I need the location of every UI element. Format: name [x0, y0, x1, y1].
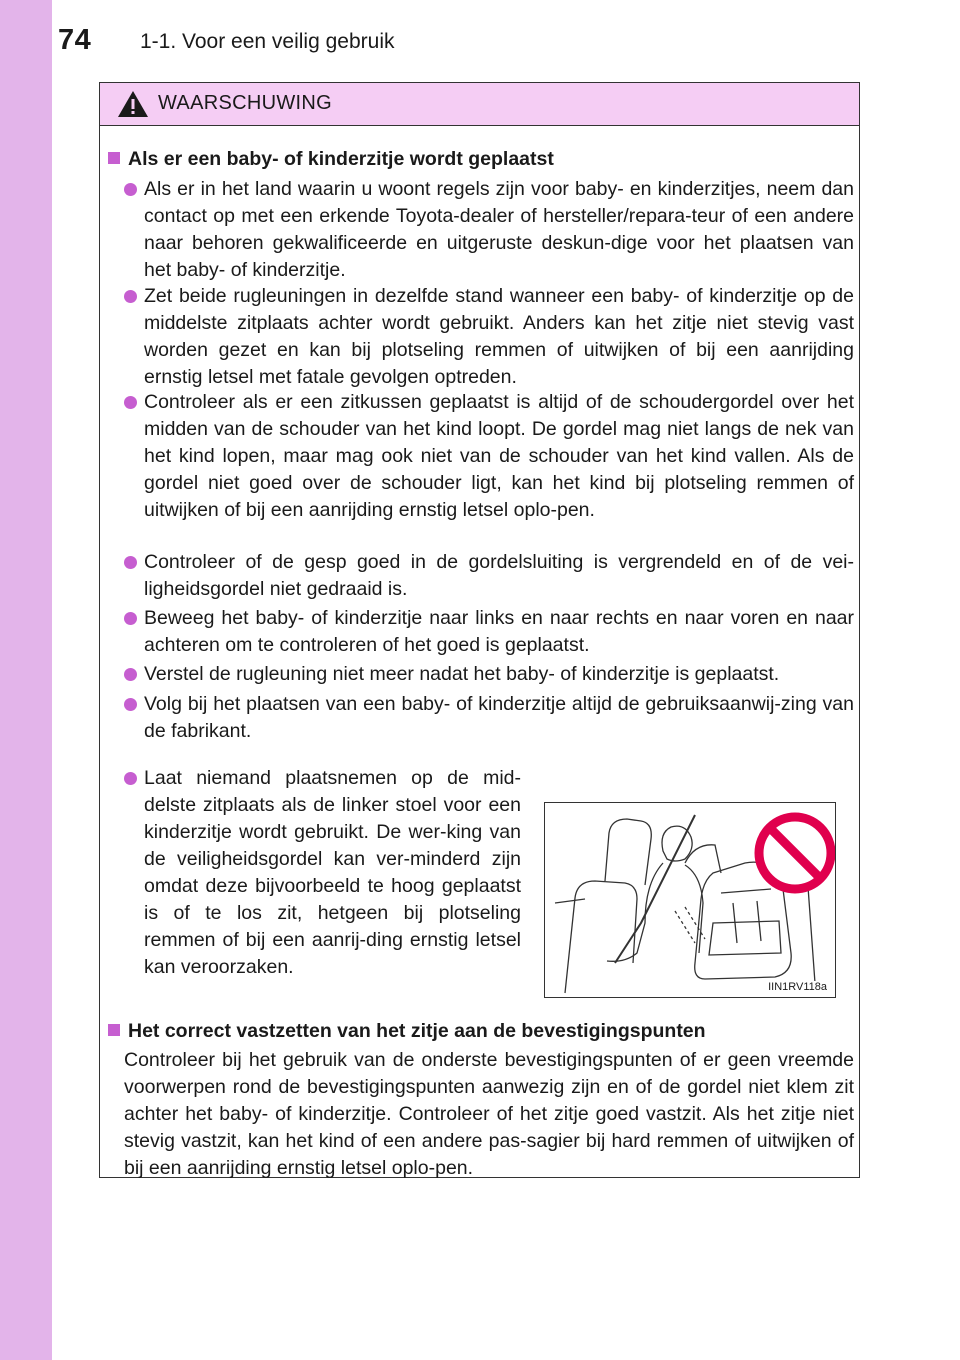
warning-header [100, 83, 859, 126]
round-bullet-icon [124, 612, 137, 625]
warning-title: WAARSCHUWING [158, 92, 332, 114]
section-heading: Het correct vastzetten van het zitje aan de bevestigingspunten [108, 1017, 706, 1045]
section-title: 1-1. Voor een veilig gebruik [140, 30, 395, 53]
round-bullet-icon [124, 396, 137, 409]
list-item: Laat niemand plaatsnemen op de mid-delste zitplaats als de linker stoel voor een kinderzitje wordt gebruikt. De wer-king van de veiligheidsgordel kan ver-minderd zijn omdat deze bijvoorbeeld te hoog geplaatst is of te los zit, hetgeen bij plotseling remmen of bij een aanrij-ding ernstig letsel kan veroorzaken. [124, 765, 521, 981]
list-item: Volg bij het plaatsen van een baby- of kinderzitje altijd de gebruiksaanwij-zing van de fabrikant. [124, 691, 854, 745]
round-bullet-icon [124, 183, 137, 196]
round-bullet-icon [124, 668, 137, 681]
round-bullet-icon [124, 290, 137, 303]
list-item: Als er in het land waarin u woont regels zijn voor baby- en kinderzitjes, neem dan contact op met een erkende Toyota-dealer of hersteller/repara-teur of een andere naar behoren gekwalificeerde en uitgeruste deskun-dige voor het plaatsen van het baby- of kinderzitje. [124, 176, 854, 284]
list-item: Verstel de rugleuning niet meer nadat het baby- of kinderzitje is geplaatst. [124, 661, 854, 688]
section-heading: Als er een baby- of kinderzitje wordt geplaatst [108, 145, 554, 173]
square-bullet-icon [108, 1024, 120, 1036]
child-seat-illustration [544, 802, 836, 998]
list-item: Controleer of de gesp goed in de gordelsluiting is vergrendeld en of de vei-ligheidsgordel niet gedraaid is. [124, 549, 854, 603]
warning-triangle-icon [116, 89, 150, 119]
square-bullet-icon [108, 152, 120, 164]
child-seat-drawing [545, 803, 836, 998]
list-item: Beweeg het baby- of kinderzitje naar links en naar rechts en naar voren en naar achteren om te controleren of het goed is geplaatst. [124, 605, 854, 659]
warning-box [99, 82, 860, 1178]
round-bullet-icon [124, 698, 137, 711]
figure-caption: IIN1RV118a [768, 981, 827, 993]
list-item: Zet beide rugleuningen in dezelfde stand wanneer een baby- of kinderzitje op de middelste zitplaats achter wordt gebruikt. Anders kan het zitje niet stevig vast worden gezet en kan bij plotseling remmen of uitwijken of bij een aanrijding ernstig letsel met fatale gevolgen optreden. [124, 283, 854, 391]
page-number: 74 [58, 24, 92, 56]
round-bullet-icon [124, 772, 137, 785]
side-band [0, 0, 52, 1360]
list-item: Controleer als er een zitkussen geplaatst is altijd of de schoudergordel over het midden van de schouder van het kind loopt. De gordel mag niet langs de nek van het kind lopen, maar mag ook niet van de schouder van het kind vallen. Als de gordel niet goed over de schouder ligt, kan het kind bij plotseling remmen of uitwijken of bij een aanrijding ernstig letsel oplo-pen. [124, 389, 854, 524]
section-paragraph: Controleer bij het gebruik van de onderste bevestigingspunten of er geen vreemde voorwerpen rond de bevestigingspunten aanwezig zijn en of de gordel niet klem zit achter het baby- of kinderzitje. Controleer of het zitje goed vastzit. Als het zitje niet stevig vastzit, kan het kind of een andere pas-sagier bij hard remmen of uitwijken of bij een aanrijding ernstig letsel oplo-pen. [124, 1049, 854, 1179]
round-bullet-icon [124, 556, 137, 569]
